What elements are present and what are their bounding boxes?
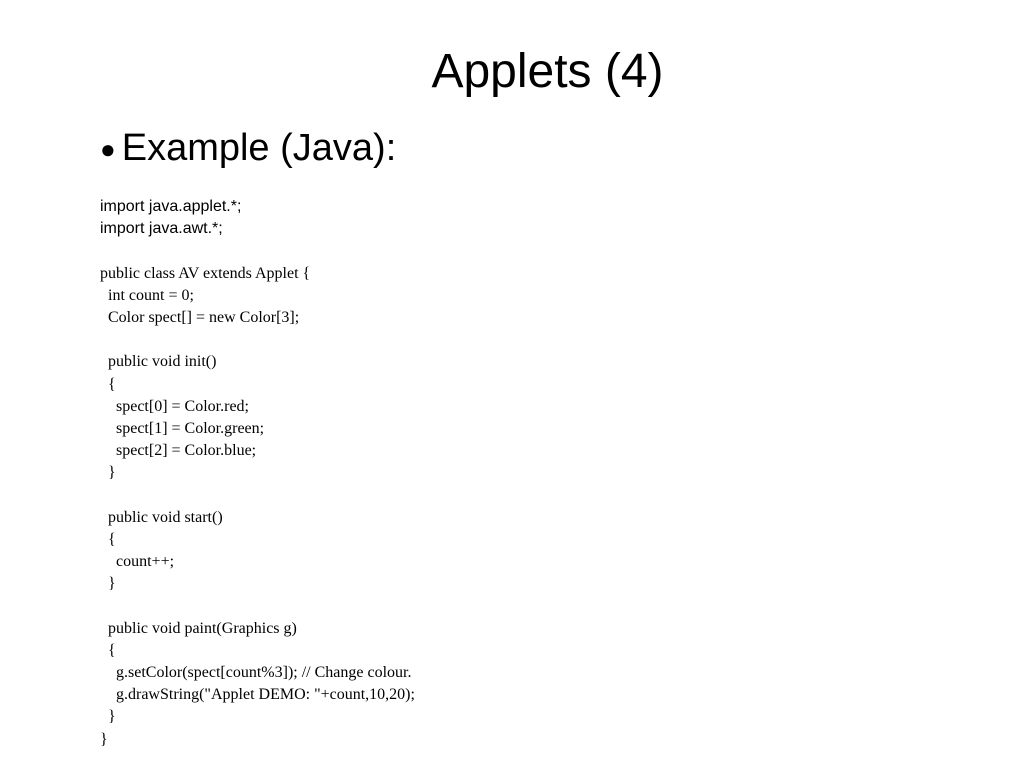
code-line: public void start(): [100, 508, 223, 526]
code-line: int count = 0;: [100, 286, 194, 304]
code-block: [100, 196, 415, 751]
code-line: import java.applet.*;: [100, 198, 242, 215]
code-line: [100, 595, 415, 617]
code-line: spect[1] = Color.green;: [100, 419, 265, 437]
code-line: spect[0] = Color.red;: [100, 397, 249, 415]
code-line: {: [100, 375, 116, 393]
code-line: count++;: [100, 553, 175, 570]
code-line: {: [100, 530, 116, 548]
slide-title: Applets (4): [431, 45, 664, 98]
code-line: public void paint(Graphics g): [100, 619, 297, 637]
code-line: }: [100, 708, 116, 726]
code-line: public void init(): [100, 353, 217, 371]
bullet-item: [100, 122, 396, 177]
bullet-text: Example (Java):: [121, 127, 397, 169]
code-line: g.drawString("Applet DEMO: "+count,10,20);: [100, 686, 415, 704]
code-line: import java.awt.*;: [100, 220, 223, 238]
bullet-icon: ●: [100, 134, 116, 164]
code-line: spect[2] = Color.blue;: [100, 442, 257, 460]
code-line: [100, 240, 415, 262]
code-line: g.setColor(spect[count%3]); // Change colour.: [100, 663, 412, 681]
code-line: [100, 484, 415, 506]
code-line: {: [100, 641, 116, 659]
code-line: Color spect[] = new Color[3];: [100, 308, 300, 326]
code-line: [100, 329, 415, 351]
code-line: }: [100, 730, 108, 748]
code-line: public class AV extends Applet {: [100, 264, 311, 282]
code-line: }: [100, 464, 116, 482]
code-line: }: [100, 575, 116, 593]
